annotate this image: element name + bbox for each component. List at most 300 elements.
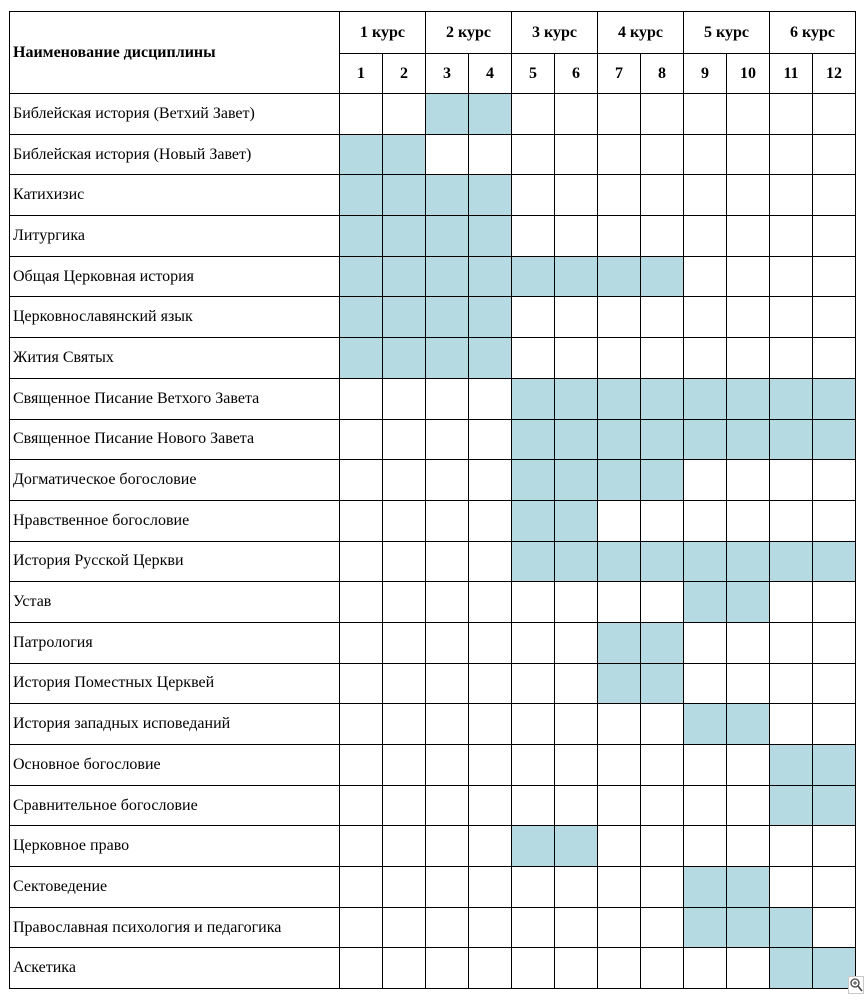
semester-cell-active — [727, 419, 770, 460]
discipline-name: Сравнительное богословие — [10, 785, 340, 826]
semester-cell-active — [813, 745, 856, 786]
table-row — [10, 663, 856, 704]
semester-cell-active — [383, 216, 426, 257]
course-header: 6 курс — [770, 12, 856, 54]
semester-cell — [512, 948, 555, 989]
course-header: 5 курс — [684, 12, 770, 54]
semester-cell-active — [684, 419, 727, 460]
table-row — [10, 297, 856, 338]
semester-cell-active — [770, 745, 813, 786]
semester-cell — [426, 500, 469, 541]
semester-cell — [555, 907, 598, 948]
discipline-name: Библейская история (Новый Завет) — [10, 134, 340, 175]
semester-cell — [727, 500, 770, 541]
semester-cell — [727, 622, 770, 663]
semester-cell — [770, 338, 813, 379]
semester-cell — [641, 826, 684, 867]
semester-header: 9 — [684, 54, 727, 94]
semester-cell — [641, 704, 684, 745]
semester-cell — [770, 256, 813, 297]
discipline-name: Православная психология и педагогика — [10, 907, 340, 948]
semester-cell — [340, 541, 383, 582]
table-row — [10, 907, 856, 948]
semester-cell — [641, 216, 684, 257]
semester-cell-active — [727, 582, 770, 623]
semester-cell — [383, 948, 426, 989]
semester-cell — [555, 704, 598, 745]
semester-header: 6 — [555, 54, 598, 94]
semester-header: 3 — [426, 54, 469, 94]
semester-cell — [426, 419, 469, 460]
semester-cell — [641, 500, 684, 541]
semester-cell — [512, 582, 555, 623]
semester-cell — [340, 704, 383, 745]
discipline-name: Нравственное богословие — [10, 500, 340, 541]
semester-header: 8 — [641, 54, 684, 94]
semester-cell — [426, 622, 469, 663]
course-header: 1 курс — [340, 12, 426, 54]
semester-cell — [340, 419, 383, 460]
semester-cell-active — [727, 378, 770, 419]
semester-header: 7 — [598, 54, 641, 94]
semester-cell — [383, 582, 426, 623]
semester-cell — [598, 134, 641, 175]
semester-cell — [641, 134, 684, 175]
semester-cell-active — [684, 541, 727, 582]
semester-cell — [684, 826, 727, 867]
semester-cell — [512, 622, 555, 663]
semester-cell — [555, 785, 598, 826]
semester-cell-active — [684, 867, 727, 908]
semester-cell — [641, 785, 684, 826]
semester-cell-active — [598, 541, 641, 582]
semester-cell — [555, 867, 598, 908]
semester-cell — [727, 663, 770, 704]
semester-cell — [813, 622, 856, 663]
curriculum-table — [9, 11, 856, 989]
semester-cell — [340, 94, 383, 135]
semester-cell-active — [426, 297, 469, 338]
semester-cell — [684, 460, 727, 501]
semester-cell-active — [641, 256, 684, 297]
semester-cell — [727, 460, 770, 501]
semester-cell — [770, 500, 813, 541]
semester-cell — [684, 622, 727, 663]
semester-cell — [383, 622, 426, 663]
semester-cell — [770, 297, 813, 338]
semester-cell — [813, 907, 856, 948]
semester-cell-active — [598, 663, 641, 704]
discipline-name: Церковное право — [10, 826, 340, 867]
semester-cell-active — [770, 948, 813, 989]
semester-cell — [512, 663, 555, 704]
discipline-name: История западных исповеданий — [10, 704, 340, 745]
table-row — [10, 175, 856, 216]
semester-cell — [383, 541, 426, 582]
semester-cell — [598, 582, 641, 623]
semester-cell — [598, 785, 641, 826]
semester-cell-active — [555, 378, 598, 419]
discipline-name: Священное Писание Нового Завета — [10, 419, 340, 460]
semester-cell — [426, 948, 469, 989]
semester-cell — [469, 500, 512, 541]
semester-cell — [383, 745, 426, 786]
semester-cell — [426, 867, 469, 908]
semester-cell-active — [813, 378, 856, 419]
semester-cell — [770, 663, 813, 704]
semester-cell-active — [340, 256, 383, 297]
semester-cell — [641, 338, 684, 379]
semester-cell — [340, 907, 383, 948]
semester-cell-active — [727, 867, 770, 908]
course-header: 4 курс — [598, 12, 684, 54]
semester-cell-active — [684, 907, 727, 948]
semester-cell — [426, 582, 469, 623]
semester-cell — [813, 704, 856, 745]
semester-cell — [426, 378, 469, 419]
discipline-name: Общая Церковная история — [10, 256, 340, 297]
semester-cell — [555, 216, 598, 257]
semester-cell-active — [598, 460, 641, 501]
semester-cell — [469, 785, 512, 826]
table-row — [10, 500, 856, 541]
semester-cell — [770, 216, 813, 257]
semester-cell — [426, 704, 469, 745]
semester-cell — [512, 745, 555, 786]
semester-cell — [340, 663, 383, 704]
semester-cell-active — [813, 419, 856, 460]
semester-cell — [555, 175, 598, 216]
semester-cell — [426, 541, 469, 582]
semester-cell — [469, 622, 512, 663]
semester-cell — [469, 582, 512, 623]
table-row — [10, 948, 856, 989]
semester-cell-active — [641, 378, 684, 419]
semester-cell-active — [340, 134, 383, 175]
semester-cell — [727, 134, 770, 175]
semester-cell — [770, 622, 813, 663]
semester-cell — [641, 907, 684, 948]
semester-cell — [512, 867, 555, 908]
semester-header: 4 — [469, 54, 512, 94]
semester-cell — [383, 94, 426, 135]
semester-cell — [469, 745, 512, 786]
semester-cell-active — [555, 419, 598, 460]
semester-cell — [383, 907, 426, 948]
semester-cell — [555, 622, 598, 663]
semester-cell — [512, 785, 555, 826]
semester-cell — [512, 134, 555, 175]
discipline-name: Катихизис — [10, 175, 340, 216]
semester-cell — [383, 378, 426, 419]
discipline-name: Жития Святых — [10, 338, 340, 379]
table-row — [10, 867, 856, 908]
table-row — [10, 582, 856, 623]
semester-cell — [340, 826, 383, 867]
semester-cell — [340, 785, 383, 826]
semester-cell-active — [598, 419, 641, 460]
semester-cell — [770, 826, 813, 867]
semester-cell — [340, 867, 383, 908]
table-body — [10, 94, 856, 989]
semester-cell — [684, 338, 727, 379]
semester-cell — [684, 256, 727, 297]
semester-cell-active — [469, 216, 512, 257]
semester-cell — [727, 785, 770, 826]
semester-cell — [555, 582, 598, 623]
semester-cell — [813, 867, 856, 908]
semester-cell-active — [555, 500, 598, 541]
semester-cell-active — [598, 622, 641, 663]
semester-cell — [340, 378, 383, 419]
course-header-row — [10, 12, 856, 54]
semester-cell-active — [512, 460, 555, 501]
semester-cell — [684, 216, 727, 257]
semester-cell — [469, 663, 512, 704]
semester-cell — [727, 745, 770, 786]
semester-cell-active — [426, 256, 469, 297]
semester-cell — [469, 541, 512, 582]
discipline-name: Устав — [10, 582, 340, 623]
semester-cell — [383, 460, 426, 501]
semester-cell-active — [684, 704, 727, 745]
semester-cell-active — [641, 663, 684, 704]
semester-cell-active — [512, 419, 555, 460]
semester-cell — [598, 175, 641, 216]
semester-header: 11 — [770, 54, 813, 94]
semester-cell-active — [383, 297, 426, 338]
semester-cell-active — [426, 216, 469, 257]
semester-cell — [383, 785, 426, 826]
semester-cell — [684, 745, 727, 786]
table-header — [10, 12, 856, 94]
semester-cell — [426, 663, 469, 704]
semester-cell — [727, 297, 770, 338]
semester-cell — [727, 256, 770, 297]
semester-cell — [469, 704, 512, 745]
semester-cell — [684, 297, 727, 338]
semester-cell-active — [770, 378, 813, 419]
table-row — [10, 216, 856, 257]
semester-cell-active — [598, 378, 641, 419]
semester-cell — [727, 338, 770, 379]
table-row — [10, 785, 856, 826]
table-row — [10, 94, 856, 135]
semester-cell — [340, 460, 383, 501]
semester-cell — [512, 907, 555, 948]
semester-cell — [813, 338, 856, 379]
table-row — [10, 541, 856, 582]
semester-cell — [770, 134, 813, 175]
semester-cell — [727, 94, 770, 135]
semester-cell — [598, 826, 641, 867]
semester-cell — [555, 338, 598, 379]
course-header: 3 курс — [512, 12, 598, 54]
semester-cell-active — [426, 338, 469, 379]
semester-cell — [813, 297, 856, 338]
semester-header: 1 — [340, 54, 383, 94]
table-row — [10, 419, 856, 460]
semester-cell — [598, 297, 641, 338]
semester-cell — [555, 94, 598, 135]
semester-cell — [770, 94, 813, 135]
semester-cell — [813, 256, 856, 297]
semester-header: 5 — [512, 54, 555, 94]
semester-cell-active — [469, 338, 512, 379]
semester-cell — [383, 867, 426, 908]
semester-cell — [770, 704, 813, 745]
semester-cell — [469, 460, 512, 501]
semester-cell — [555, 297, 598, 338]
semester-cell — [555, 663, 598, 704]
semester-cell-active — [641, 622, 684, 663]
semester-cell-active — [512, 826, 555, 867]
discipline-name: Патрология — [10, 622, 340, 663]
semester-cell-active — [469, 256, 512, 297]
semester-cell-active — [383, 338, 426, 379]
semester-cell — [383, 663, 426, 704]
semester-cell — [813, 663, 856, 704]
semester-header: 12 — [813, 54, 856, 94]
semester-cell — [727, 826, 770, 867]
semester-cell-active — [770, 541, 813, 582]
semester-cell-active — [727, 704, 770, 745]
semester-header: 2 — [383, 54, 426, 94]
semester-cell — [770, 175, 813, 216]
semester-cell — [469, 948, 512, 989]
semester-cell — [727, 216, 770, 257]
semester-cell — [555, 134, 598, 175]
semester-cell — [383, 704, 426, 745]
semester-cell — [426, 907, 469, 948]
semester-cell — [426, 745, 469, 786]
semester-cell — [641, 582, 684, 623]
table-row — [10, 134, 856, 175]
semester-cell-active — [555, 541, 598, 582]
semester-cell — [813, 826, 856, 867]
semester-cell — [641, 948, 684, 989]
semester-cell-active — [383, 256, 426, 297]
semester-cell — [684, 175, 727, 216]
semester-cell — [383, 826, 426, 867]
table-row — [10, 256, 856, 297]
semester-cell-active — [770, 419, 813, 460]
semester-cell-active — [684, 378, 727, 419]
semester-cell — [469, 867, 512, 908]
semester-cell — [469, 378, 512, 419]
semester-cell — [641, 297, 684, 338]
semester-cell-active — [383, 175, 426, 216]
semester-cell — [340, 745, 383, 786]
semester-cell — [813, 134, 856, 175]
semester-cell — [684, 785, 727, 826]
semester-cell — [469, 419, 512, 460]
semester-cell — [598, 704, 641, 745]
semester-cell — [684, 134, 727, 175]
semester-cell-active — [684, 582, 727, 623]
semester-cell-active — [555, 460, 598, 501]
semester-cell — [426, 785, 469, 826]
semester-cell — [598, 94, 641, 135]
table-row — [10, 338, 856, 379]
semester-cell — [512, 297, 555, 338]
semester-cell — [813, 460, 856, 501]
semester-cell — [598, 948, 641, 989]
semester-cell — [340, 500, 383, 541]
table-row — [10, 378, 856, 419]
semester-cell-active — [555, 256, 598, 297]
semester-cell-active — [340, 175, 383, 216]
semester-cell-active — [512, 500, 555, 541]
semester-cell-active — [340, 297, 383, 338]
semester-cell — [813, 500, 856, 541]
semester-cell — [598, 216, 641, 257]
semester-cell — [340, 622, 383, 663]
semester-cell — [727, 175, 770, 216]
semester-cell — [340, 582, 383, 623]
semester-cell — [770, 460, 813, 501]
semester-cell — [555, 745, 598, 786]
table-row — [10, 622, 856, 663]
semester-cell — [555, 948, 598, 989]
semester-cell-active — [641, 419, 684, 460]
semester-cell — [641, 94, 684, 135]
discipline-name-header: Наименование дисциплины — [10, 12, 340, 94]
semester-cell-active — [340, 338, 383, 379]
semester-cell — [641, 175, 684, 216]
discipline-name: Библейская история (Ветхий Завет) — [10, 94, 340, 135]
semester-cell — [469, 907, 512, 948]
semester-cell — [383, 419, 426, 460]
discipline-name: Сектоведение — [10, 867, 340, 908]
semester-cell — [512, 94, 555, 135]
semester-cell — [426, 134, 469, 175]
discipline-name: Церковнославянский язык — [10, 297, 340, 338]
table-row — [10, 826, 856, 867]
semester-cell — [598, 907, 641, 948]
semester-cell — [512, 175, 555, 216]
semester-cell — [598, 338, 641, 379]
semester-header: 10 — [727, 54, 770, 94]
semester-cell — [383, 500, 426, 541]
semester-cell — [426, 460, 469, 501]
semester-cell-active — [512, 541, 555, 582]
discipline-name: История Поместных Церквей — [10, 663, 340, 704]
table-row — [10, 704, 856, 745]
zoom-in-icon[interactable] — [848, 976, 864, 994]
semester-cell — [727, 948, 770, 989]
semester-cell — [598, 867, 641, 908]
semester-cell-active — [555, 826, 598, 867]
semester-cell — [512, 338, 555, 379]
semester-cell-active — [512, 378, 555, 419]
semester-cell-active — [426, 175, 469, 216]
semester-cell-active — [727, 541, 770, 582]
semester-cell-active — [641, 541, 684, 582]
table-row — [10, 745, 856, 786]
semester-cell — [684, 94, 727, 135]
semester-cell — [641, 745, 684, 786]
discipline-name: Догматическое богословие — [10, 460, 340, 501]
semester-cell — [426, 826, 469, 867]
course-header: 2 курс — [426, 12, 512, 54]
discipline-name: Основное богословие — [10, 745, 340, 786]
semester-cell — [684, 663, 727, 704]
semester-cell — [813, 216, 856, 257]
discipline-name: Литургика — [10, 216, 340, 257]
semester-cell — [340, 948, 383, 989]
semester-cell — [469, 134, 512, 175]
